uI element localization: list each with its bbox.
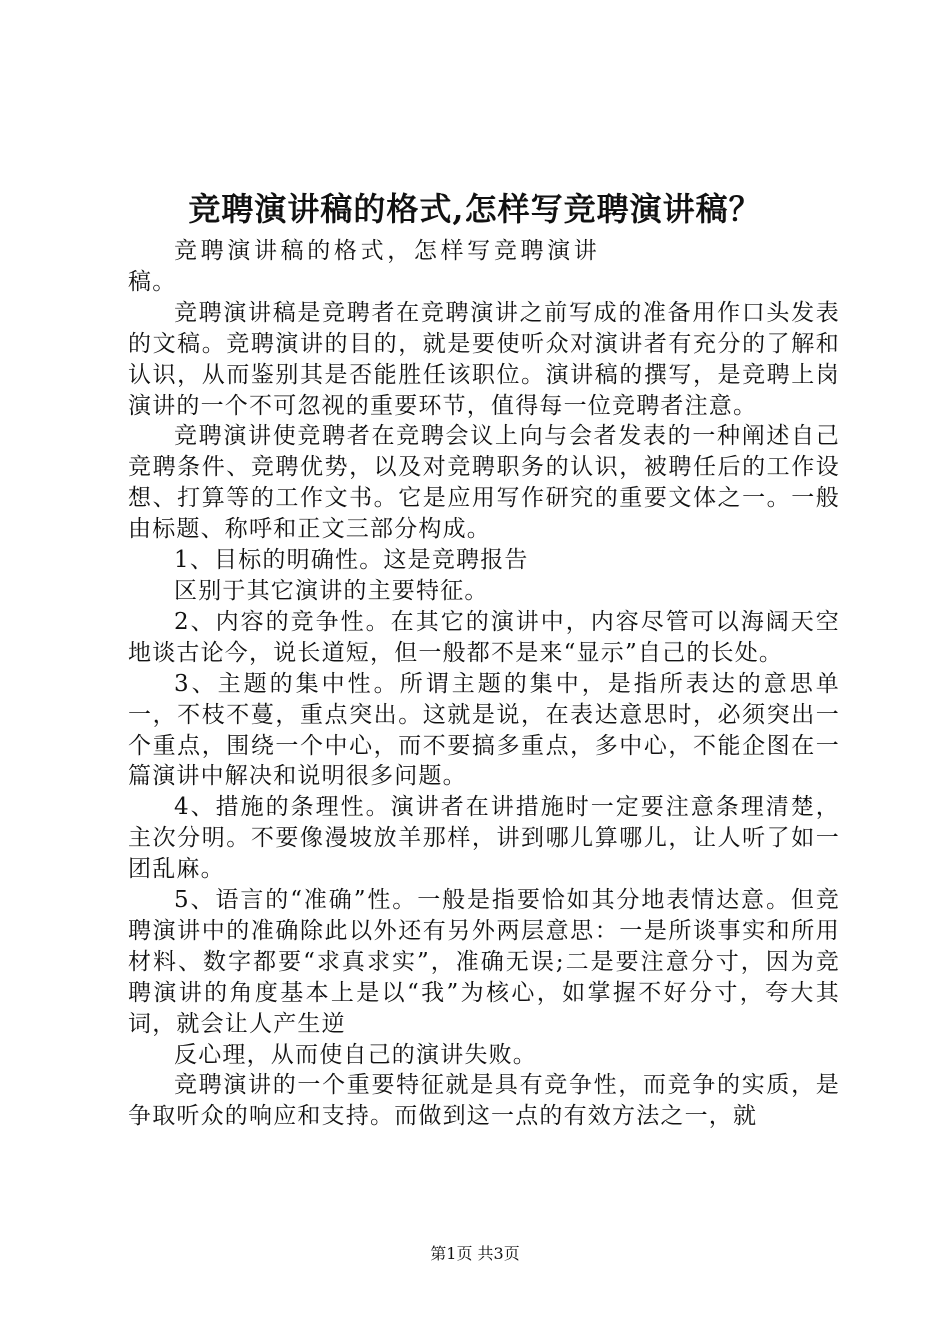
paragraph-point-1a: 1、目标的明确性。这是竞聘报告 [174, 547, 529, 574]
paragraph-intro: 竞聘演讲稿是竞聘者在竞聘演讲之前写成的准备用作口头发表的文稿。竞聘演讲的目的，就是要使听众对演讲者有充分的了解和认识，从而鉴别其是否能胜任该职位。演讲稿的撰写，是竞聘上岗演讲的一个不可忽视的重要环节，值得每一位竞聘者注意。 [128, 299, 840, 419]
paragraph-point-4: 4、措施的条理性。演讲者在讲措施时一定要注意条理清楚，主次分明。不要像漫坡放羊那样，讲到哪儿算哪儿，让人听了如一团乱麻。 [128, 794, 840, 883]
document-body [128, 236, 840, 1132]
paragraph-point-1b: 区别于其它演讲的主要特征。 [174, 577, 489, 604]
page-footer: 第1页 共3页 [430, 1244, 520, 1263]
paragraph-point-5a: 5、语言的“准确”性。一般是指要恰如其分地表情达意。但竞聘演讲中的准确除此以外还有另外两层意思：一是所谈事实和所用材料、数字都要“求真求实”，准确无误;二是要注意分寸，因为竞聘演讲的角度基本上是以“我”为核心，如掌握不好分寸，夸大其词，就会让人产生逆 [128, 887, 840, 1037]
paragraph-feature: 竞聘演讲的一个重要特征就是具有竞争性，而竞争的实质，是争取听众的响应和支持。而做到这一点的有效方法之一，就 [128, 1072, 840, 1130]
paragraph-point-3: 3、主题的集中性。所谓主题的集中，是指所表达的意思单一，不枝不蔓，重点突出。这就是说，在表达意思时，必须突出一个重点，围绕一个中心，而不要搞多重点，多中心，不能企图在一篇演讲中解决和说明很多问题。 [128, 670, 840, 790]
paragraph-definition: 竞聘演讲使竞聘者在竞聘会议上向与会者发表的一种阐述自己竞聘条件、竞聘优势，以及对竞聘职务的认识，被聘任后的工作设想、打算等的工作文书。它是应用写作研究的重要文体之一。一般由标题、称呼和正文三部分构成。 [128, 423, 840, 543]
paragraph-point-2: 2、内容的竞争性。在其它的演讲中，内容尽管可以海阔天空地谈古论今，说长道短，但一般都不是来“显示”自己的长处。 [128, 608, 840, 666]
paragraph-point-5b: 反心理，从而使自己的演讲失败。 [174, 1041, 537, 1068]
document-title: 竞聘演讲稿的格式,怎样写竞聘演讲稿？ [188, 190, 762, 228]
paragraph-subtitle: 竞聘演讲稿的格式，怎样写竞聘演讲稿。 [128, 238, 598, 295]
